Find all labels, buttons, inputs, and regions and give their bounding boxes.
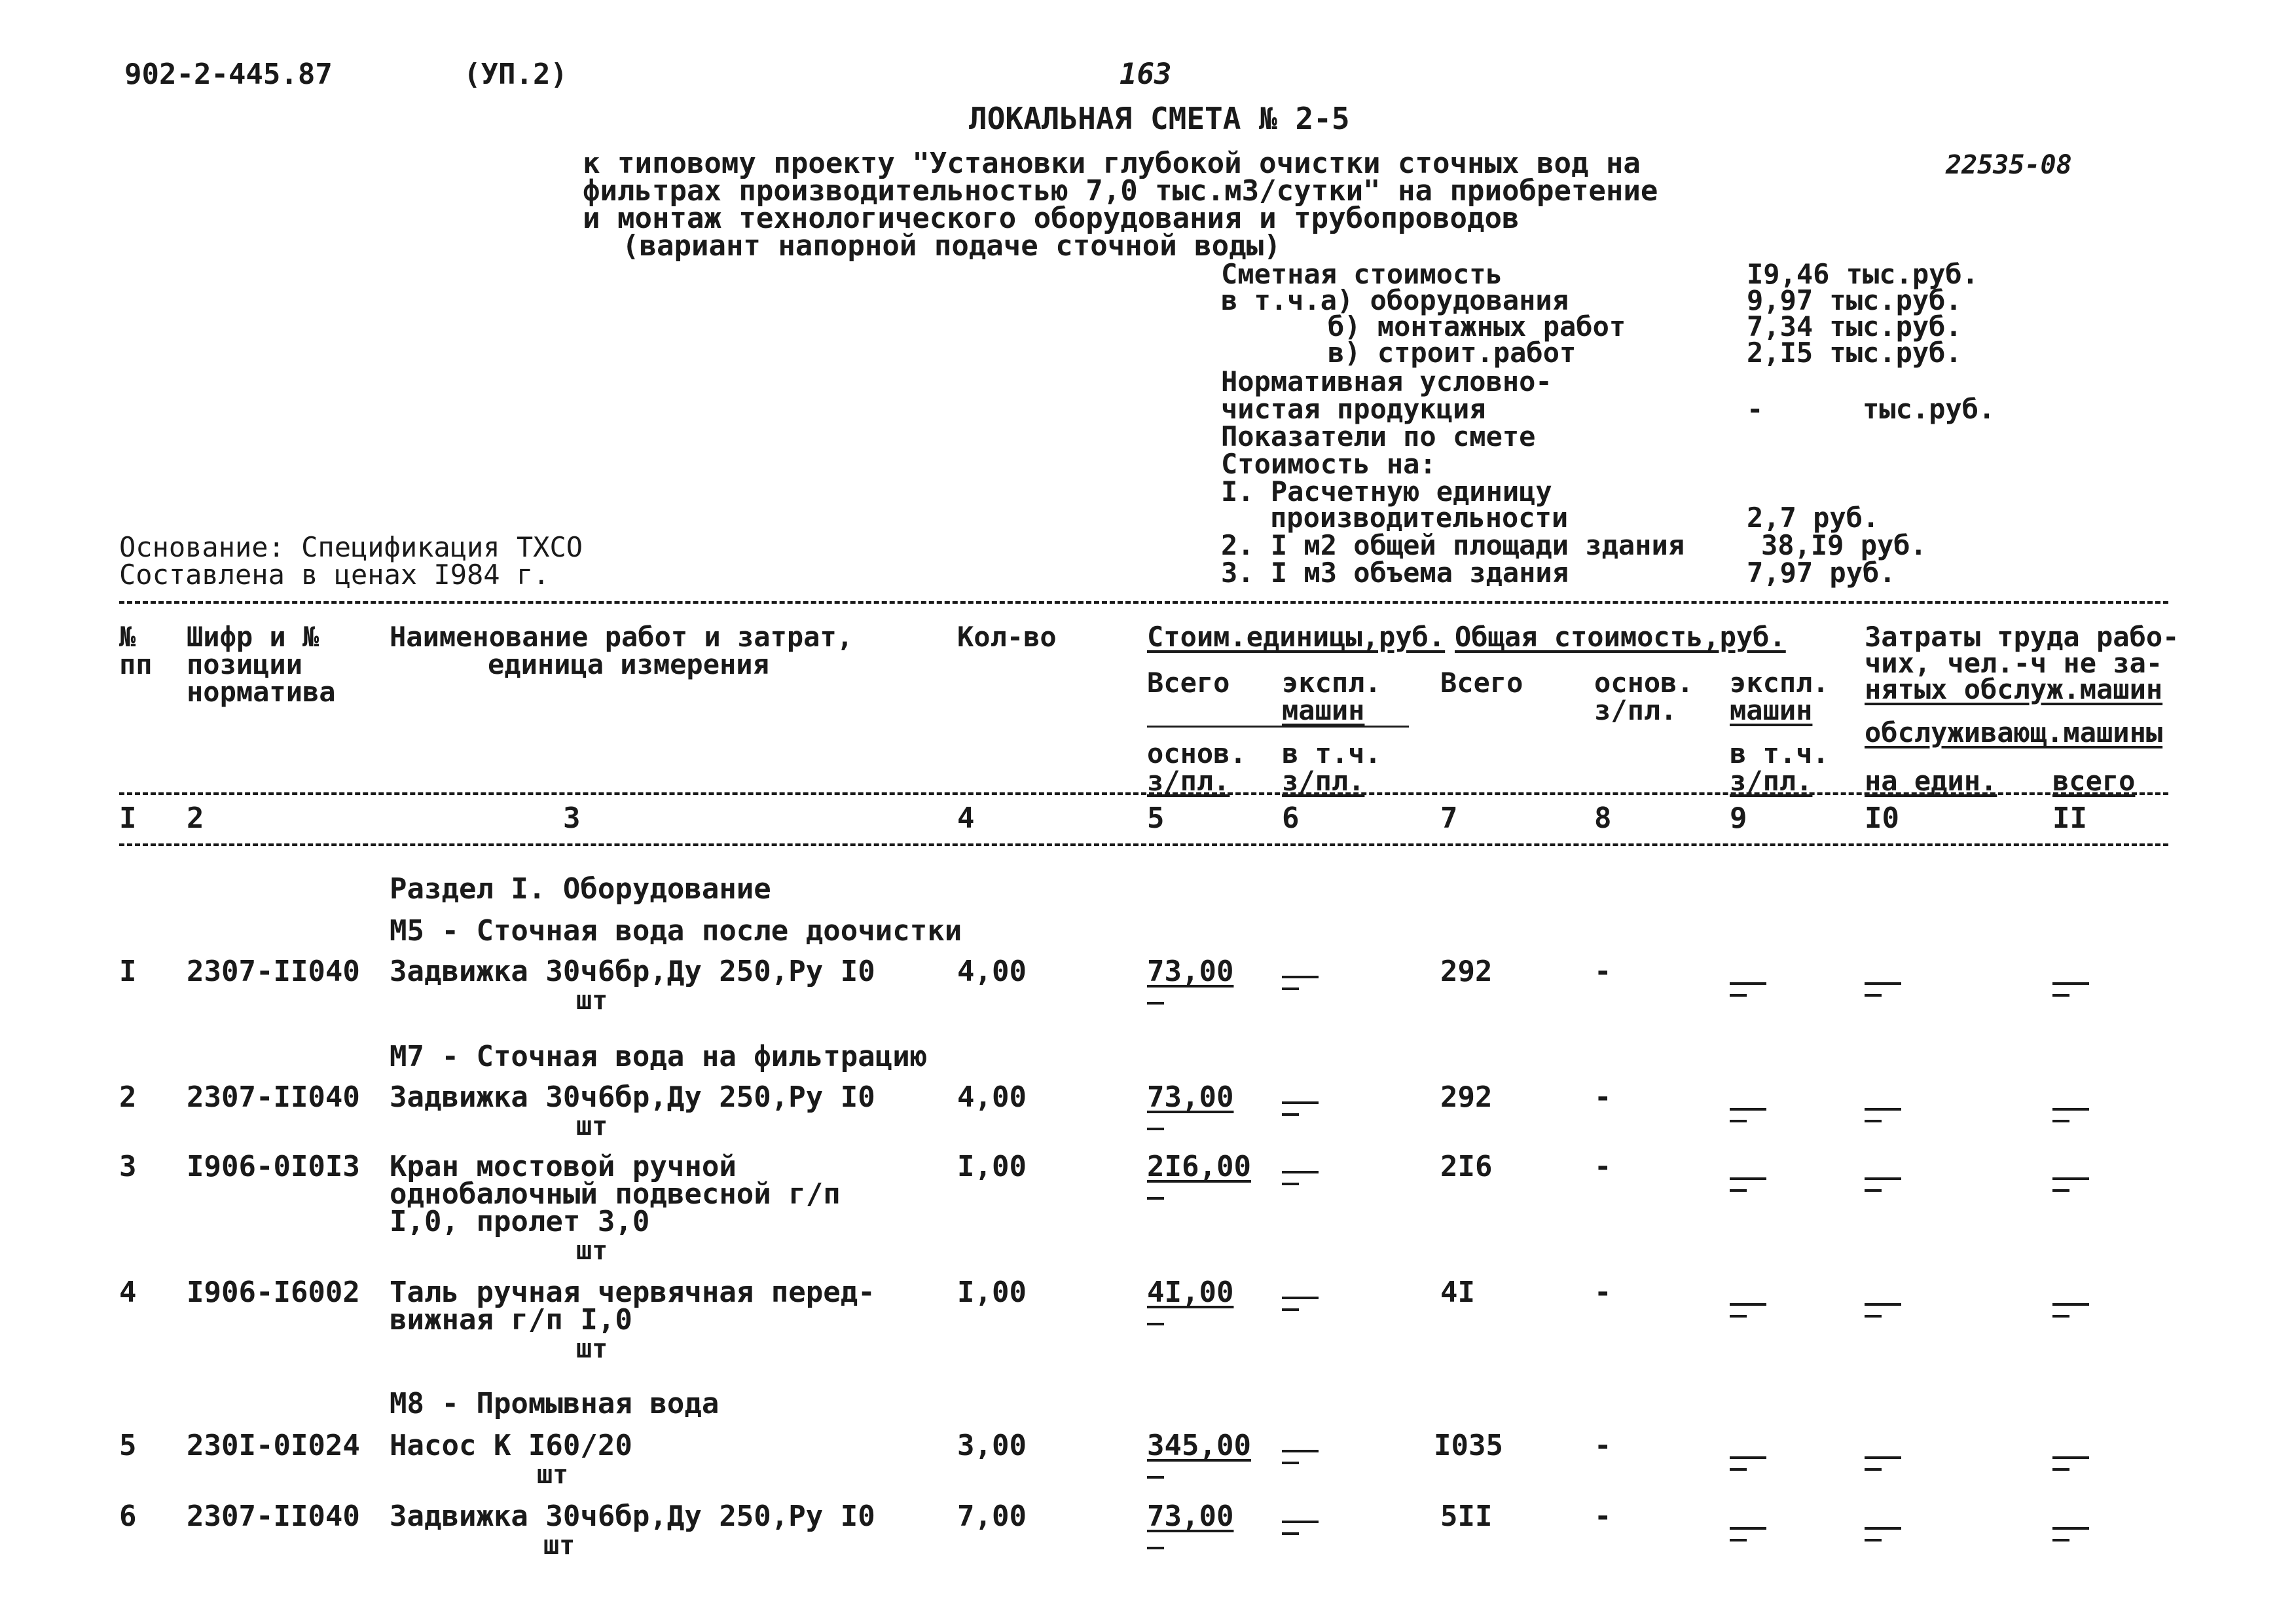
c5-header-bot-2: з/пл. bbox=[1147, 765, 1230, 797]
cost-value-unit: 2,7 руб. bbox=[1747, 502, 1880, 534]
c6-header-bot-2: з/пл. bbox=[1282, 765, 1365, 797]
row-5-c8: - bbox=[1594, 1429, 1612, 1462]
cost-value-area: 38,I9 руб. bbox=[1761, 529, 1927, 561]
cost-label-unit-2: производительности bbox=[1270, 502, 1569, 534]
c8-header-2: з/пл. bbox=[1594, 694, 1677, 726]
subtitle-line-1: к типовому проекту "Установки глубокой очистки сточных вод на bbox=[583, 147, 1641, 180]
row-4-c8: - bbox=[1594, 1276, 1612, 1309]
col-number-10: I0 bbox=[1865, 802, 1899, 835]
row-2-code: 2307-II040 bbox=[187, 1080, 360, 1114]
row-4-price: 4I,00 bbox=[1147, 1276, 1234, 1309]
row-1-c6-ditto bbox=[1282, 976, 1319, 993]
cost-label-total: Сметная стоимость bbox=[1221, 258, 1503, 290]
c6-header-top-2: машин bbox=[1282, 694, 1365, 726]
row-4-name-2: вижная г/п I,0 bbox=[390, 1303, 632, 1337]
row-3-price: 2I6,00 bbox=[1147, 1150, 1251, 1183]
row-2-name: Задвижка 30ч6бр,Ду 250,Ру I0 bbox=[390, 1080, 875, 1114]
cost-label-cost-per: Стоимость на: bbox=[1221, 448, 1436, 480]
cost-value-installation: 7,34 тыс.руб. bbox=[1747, 310, 1962, 342]
c6-header-top-1: экспл. bbox=[1282, 667, 1381, 699]
row-5-price: 345,00 bbox=[1147, 1429, 1251, 1462]
row-3-name-1: Кран мостовой ручной bbox=[390, 1150, 737, 1183]
row-2-price: 73,00 bbox=[1147, 1080, 1234, 1114]
c7-header: Всего bbox=[1440, 667, 1523, 699]
cost-value-volume: 7,97 руб. bbox=[1747, 557, 1896, 589]
row-5-total: I035 bbox=[1434, 1429, 1503, 1462]
row-2-c6-ditto bbox=[1282, 1101, 1319, 1118]
section-title: Раздел I. Оборудование bbox=[390, 872, 771, 906]
unit-cost-header: Стоим.единицы,руб. bbox=[1147, 621, 1446, 653]
row-1-price: 73,00 bbox=[1147, 955, 1234, 988]
row-4-qty: I,00 bbox=[957, 1276, 1027, 1309]
row-1-total: 292 bbox=[1440, 955, 1493, 988]
cost-value-equipment: 9,97 тыс.руб. bbox=[1747, 284, 1962, 316]
row-1-code: 2307-II040 bbox=[187, 955, 360, 988]
row-6-c10-ditto bbox=[1865, 1527, 1901, 1544]
col-number-11: II bbox=[2052, 802, 2087, 835]
row-6-c8: - bbox=[1594, 1500, 1612, 1533]
row-4-price-zero-mark bbox=[1147, 1323, 1164, 1325]
col4-header: Кол-во bbox=[957, 621, 1057, 653]
col-number-6: 6 bbox=[1282, 802, 1300, 835]
row-1-c10-ditto bbox=[1865, 982, 1901, 999]
row-5-name: Насос К I60/20 bbox=[390, 1429, 632, 1462]
col1-header-2: пп bbox=[119, 648, 153, 680]
row-2-c10-ditto bbox=[1865, 1108, 1901, 1125]
labor-subheader: обслуживающ.машины bbox=[1865, 716, 2163, 748]
row-2-c11-ditto bbox=[2052, 1108, 2089, 1125]
row-4-code: I906-I6002 bbox=[187, 1276, 360, 1309]
col-number-2: 2 bbox=[187, 802, 204, 835]
row-1-number: I bbox=[119, 955, 137, 988]
c9-header-top-1: экспл. bbox=[1730, 667, 1829, 699]
unit-cost-subrule bbox=[1147, 726, 1409, 728]
row-3-name-2: однобалочный подвесной г/п bbox=[390, 1177, 841, 1211]
c9-header-top-2: машин bbox=[1730, 694, 1813, 726]
row-1-c9-ditto bbox=[1730, 982, 1766, 999]
c11-header: всего bbox=[2052, 765, 2136, 797]
row-5-unit: шт bbox=[537, 1460, 569, 1490]
row-3-c6-ditto bbox=[1282, 1171, 1319, 1188]
row-1-unit: шт bbox=[576, 986, 608, 1016]
col-number-7: 7 bbox=[1440, 802, 1458, 835]
row-4-c6-ditto bbox=[1282, 1297, 1319, 1314]
c6-header-bot-1: в т.ч. bbox=[1282, 737, 1381, 769]
table-top-rule bbox=[119, 601, 2168, 604]
row-5-c10-ditto bbox=[1865, 1456, 1901, 1473]
col3-header-2: единица измерения bbox=[488, 648, 769, 680]
col-number-5: 5 bbox=[1147, 802, 1165, 835]
c9-header-bot-2: з/пл. bbox=[1730, 765, 1813, 797]
row-2-c9-ditto bbox=[1730, 1108, 1766, 1125]
row-4-c11-ditto bbox=[2052, 1303, 2089, 1320]
row-2-number: 2 bbox=[119, 1080, 137, 1114]
row-6-c11-ditto bbox=[2052, 1527, 2089, 1544]
cost-label-area: 2. I м2 общей площади здания bbox=[1221, 529, 1685, 561]
cost-label-volume: 3. I м3 объема здания bbox=[1221, 557, 1569, 589]
row-3-code: I906-0I0I3 bbox=[187, 1150, 360, 1183]
row-5-qty: 3,00 bbox=[957, 1429, 1027, 1462]
row-4-c10-ditto bbox=[1865, 1303, 1901, 1320]
row-2-total: 292 bbox=[1440, 1080, 1493, 1114]
row-5-c9-ditto bbox=[1730, 1456, 1766, 1473]
row-3-c8: - bbox=[1594, 1150, 1612, 1183]
row-6-c9-ditto bbox=[1730, 1527, 1766, 1544]
row-3-unit: шт bbox=[576, 1236, 608, 1266]
row-4-unit: шт bbox=[576, 1334, 608, 1364]
col-number-1: I bbox=[119, 802, 137, 835]
row-6-unit: шт bbox=[543, 1530, 575, 1560]
col2-header-2: позиции bbox=[187, 648, 303, 680]
row-5-code: 230I-0I024 bbox=[187, 1429, 360, 1462]
row-6-total: 5II bbox=[1440, 1500, 1493, 1533]
col3-header-1: Наименование работ и затрат, bbox=[390, 621, 854, 653]
labor-header-3: нятых обслуж.машин bbox=[1865, 673, 2163, 705]
row-1-qty: 4,00 bbox=[957, 955, 1027, 988]
row-2-qty: 4,00 bbox=[957, 1080, 1027, 1114]
subtitle-line-4: (вариант напорной подаче сточной воды) bbox=[622, 229, 1281, 263]
row-5-c6-ditto bbox=[1282, 1450, 1319, 1467]
cost-label-installation: б) монтажных работ bbox=[1328, 310, 1626, 342]
row-3-c10-ditto bbox=[1865, 1177, 1901, 1194]
row-6-c6-ditto bbox=[1282, 1521, 1334, 1538]
cost-label-unit-1: I. Расчетную единицу bbox=[1221, 475, 1552, 507]
row-2-c8: - bbox=[1594, 1080, 1612, 1114]
row-4-c9-ditto bbox=[1730, 1303, 1766, 1320]
row-1-c11-ditto bbox=[2052, 982, 2089, 999]
row-6-qty: 7,00 bbox=[957, 1500, 1027, 1533]
group-title-m5: М5 - Сточная вода после доочистки bbox=[390, 914, 962, 948]
row-6-name: Задвижка 30ч6бр,Ду 250,Ру I0 bbox=[390, 1500, 875, 1533]
subtitle-line-2: фильтрах производительностью 7,0 тыс.м3/сутки" на приобретение bbox=[583, 174, 1658, 208]
cost-label-equipment: в т.ч.а) оборудования bbox=[1221, 284, 1569, 316]
col-number-8: 8 bbox=[1594, 802, 1612, 835]
c10-header: на един. bbox=[1865, 765, 1997, 797]
cost-value-normative: - тыс.руб. bbox=[1747, 393, 1995, 425]
header-bottom-rule bbox=[119, 792, 2168, 795]
row-3-c11-ditto bbox=[2052, 1177, 2089, 1194]
row-5-price-zero-mark bbox=[1147, 1476, 1164, 1479]
labor-header-2: чих, чел.-ч не за- bbox=[1865, 647, 2163, 679]
cost-label-normative-2: чистая продукция bbox=[1221, 393, 1486, 425]
row-6-price-zero-mark bbox=[1147, 1547, 1164, 1549]
column-number-rule bbox=[119, 843, 2168, 846]
subtitle-line-3: и монтаж технологического оборудования и трубопроводов bbox=[583, 202, 1520, 235]
col-number-3: 3 bbox=[563, 802, 581, 835]
row-3-name-3: I,0, пролет 3,0 bbox=[390, 1205, 650, 1238]
group-title-m8: М8 - Промывная вода bbox=[390, 1387, 720, 1420]
c8-header-1: основ. bbox=[1594, 667, 1694, 699]
row-6-number: 6 bbox=[119, 1500, 137, 1533]
row-3-number: 3 bbox=[119, 1150, 137, 1183]
cost-value-construction: 2,I5 тыс.руб. bbox=[1747, 337, 1962, 369]
row-2-unit: шт bbox=[576, 1111, 608, 1141]
page-number: 163 bbox=[1120, 58, 1172, 91]
row-3-qty: I,00 bbox=[957, 1150, 1027, 1183]
c9-header-bot-1: в т.ч. bbox=[1730, 737, 1829, 769]
row-3-total: 2I6 bbox=[1440, 1150, 1493, 1183]
col-number-9: 9 bbox=[1730, 802, 1747, 835]
basis-note: Основание: Спецификация ТХСО bbox=[119, 531, 583, 563]
col2-header-3: норматива bbox=[187, 676, 336, 708]
col-number-4: 4 bbox=[957, 802, 975, 835]
labor-header-1: Затраты труда рабо- bbox=[1865, 621, 2179, 653]
group-title-m7: М7 - Сточная вода на фильтрацию bbox=[390, 1040, 928, 1073]
row-6-price: 73,00 bbox=[1147, 1500, 1234, 1533]
page-title: ЛОКАЛЬНАЯ СМЕТА № 2-5 bbox=[969, 101, 1350, 136]
col2-header-1: Шифр и № bbox=[187, 621, 319, 653]
album-number: (УП.2) bbox=[464, 58, 568, 91]
row-1-name: Задвижка 30ч6бр,Ду 250,Ру I0 bbox=[390, 955, 875, 988]
col1-header-1: № bbox=[119, 621, 136, 653]
cost-label-normative-1: Нормативная условно- bbox=[1221, 365, 1552, 397]
row-3-price-zero-mark bbox=[1147, 1197, 1164, 1200]
row-4-name-1: Таль ручная червячная перед- bbox=[390, 1276, 875, 1309]
row-1-c8: - bbox=[1594, 955, 1612, 988]
row-6-code: 2307-II040 bbox=[187, 1500, 360, 1533]
inventory-number: 22535-08 bbox=[1946, 150, 2072, 180]
row-1-price-zero-mark bbox=[1147, 1002, 1164, 1005]
row-3-c9-ditto bbox=[1730, 1177, 1766, 1194]
cost-value-total: I9,46 тыс.руб. bbox=[1747, 258, 1979, 290]
c5-header-top: Всего bbox=[1147, 667, 1230, 699]
cost-label-indicators: Показатели по смете bbox=[1221, 420, 1536, 452]
total-cost-header: Общая стоимость,руб. bbox=[1455, 621, 1786, 653]
row-5-number: 5 bbox=[119, 1429, 137, 1462]
c5-header-bot-1: основ. bbox=[1147, 737, 1247, 769]
row-4-number: 4 bbox=[119, 1276, 137, 1309]
document-code: 902-2-445.87 bbox=[124, 58, 333, 91]
row-2-price-zero-mark bbox=[1147, 1128, 1164, 1130]
row-4-total: 4I bbox=[1440, 1276, 1475, 1309]
row-5-c11-ditto bbox=[2052, 1456, 2089, 1473]
price-base-note: Составлена в ценах I984 г. bbox=[119, 559, 550, 591]
cost-label-construction: в) строит.работ bbox=[1328, 337, 1576, 369]
